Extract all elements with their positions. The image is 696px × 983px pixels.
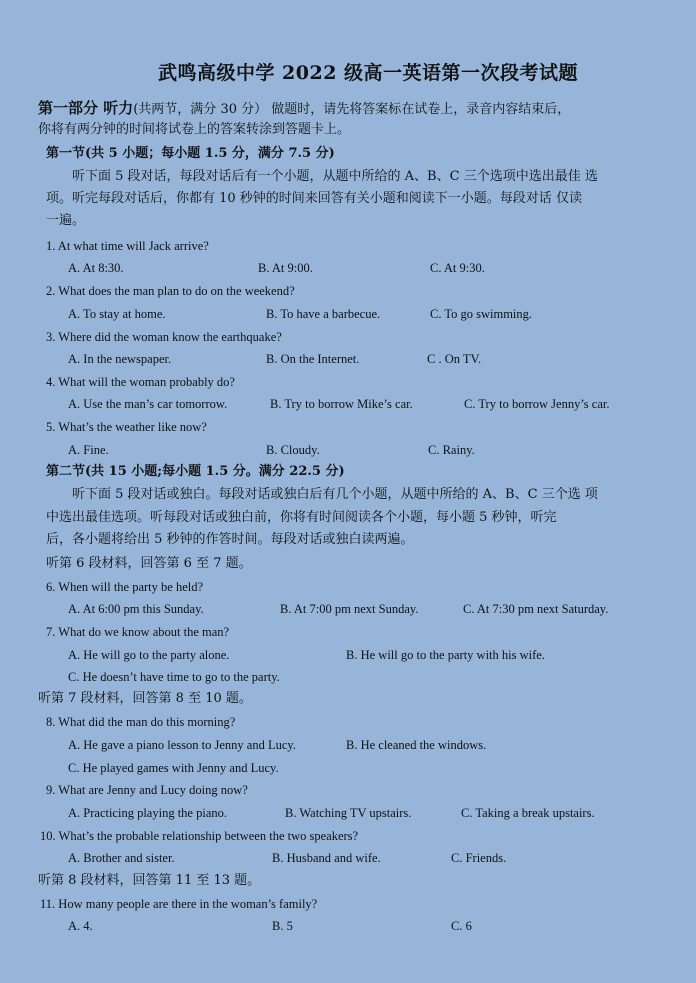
section2-instr3: 后，各小题将给出 5 秒钟的作答时间。每段对话或独白读两遍。 xyxy=(46,532,414,547)
section2-instr2: 中选出最佳选项。听每段对话或独白前，你将有时间阅读各个小题，每小题 5 秒钟，听完 xyxy=(46,510,557,525)
material-7: 听第 7 段材料，回答第 8 至 10 题。 xyxy=(38,691,252,706)
exam-title: 武鸣高级中学 2022 级高一英语第一次段考试题 xyxy=(157,62,579,84)
q4-option-c: C. Try to borrow Jenny’s car. xyxy=(464,397,610,411)
section1-instr2: 项。听完每段对话后，你都有 10 秒钟的时间来回答有关小题和阅读下一小题。每段对话 仅读 xyxy=(46,191,582,206)
q10-option-b: B. Husband and wife. xyxy=(272,851,381,865)
q11-option-c: C. 6 xyxy=(451,919,472,933)
part1-heading: 第一部分 听力 xyxy=(38,99,134,117)
q10-option-a: A. Brother and sister. xyxy=(68,851,175,865)
material-8: 听第 8 段材料，回答第 11 至 13 题。 xyxy=(38,873,261,888)
q5-option-b: B. Cloudy. xyxy=(266,443,320,457)
question-10: 10. What’s the probable relationship between the two speakers? xyxy=(40,829,359,843)
q6-option-b: B. At 7:00 pm next Sunday. xyxy=(280,602,419,616)
q8-option-a: A. He gave a piano lesson to Jenny and Lucy. xyxy=(68,738,296,752)
part1-info2: 你将有两分钟的时间将试卷上的答案转涂到答题卡上。 xyxy=(38,122,351,137)
q9-option-a: A. Practicing playing the piano. xyxy=(68,806,227,820)
q9-option-b: B. Watching TV upstairs. xyxy=(285,806,412,820)
q5-option-a: A. Fine. xyxy=(68,443,109,457)
q1-option-c: C. At 9:30. xyxy=(430,261,485,275)
q11-option-b: B. 5 xyxy=(272,919,293,933)
q7-option-b: B. He will go to the party with his wife. xyxy=(346,648,545,662)
q3-option-a: A. In the newspaper. xyxy=(68,352,172,366)
q6-option-a: A. At 6:00 pm this Sunday. xyxy=(68,602,204,616)
question-5: 5. What’s the weather like now? xyxy=(46,420,207,434)
q11-option-a: A. 4. xyxy=(68,919,93,933)
q1-option-a: A. At 8:30. xyxy=(68,261,124,275)
question-6: 6. When will the party be held? xyxy=(46,580,204,594)
q1-option-b: B. At 9:00. xyxy=(258,261,313,275)
q7-option-a: A. He will go to the party alone. xyxy=(68,648,230,662)
section1-heading: 第一节(共 5 小题；每小题 1.5 分，满分 7.5 分) xyxy=(46,146,335,161)
question-11: 11. How many people are there in the woman’s family? xyxy=(40,897,318,911)
question-3: 3. Where did the woman know the earthquake? xyxy=(46,330,282,344)
q8-option-c: C. He played games with Jenny and Lucy. xyxy=(68,761,279,775)
q9-option-c: C. Taking a break upstairs. xyxy=(461,806,595,820)
q3-option-b: B. On the Internet. xyxy=(266,352,360,366)
question-4: 4. What will the woman probably do? xyxy=(46,375,235,389)
q2-option-b: B. To have a barbecue. xyxy=(266,307,381,321)
q5-option-c: C. Rainy. xyxy=(428,443,475,457)
section1-instr3: 一遍。 xyxy=(46,213,86,228)
q2-option-c: C. To go swimming. xyxy=(430,307,533,321)
section2-instr1: 听下面 5 段对话或独白。每段对话或独白后有几个小题，从题中所给的 A、B、C 三个选 项 xyxy=(72,487,598,502)
q7-option-c: C. He doesn’t have time to go to the party. xyxy=(68,670,280,684)
q4-option-a: A. Use the man’s car tomorrow. xyxy=(68,397,228,411)
q2-option-a: A. To stay at home. xyxy=(68,307,166,321)
part1-header xyxy=(38,99,570,119)
q6-option-c: C. At 7:30 pm next Saturday. xyxy=(463,602,609,616)
question-1: 1. At what time will Jack arrive? xyxy=(46,239,209,253)
section2-heading: 第二节(共 15 小题;每小题 1.5 分。满分 22.5 分) xyxy=(46,464,345,479)
question-2: 2. What does the man plan to do on the weekend? xyxy=(46,284,295,298)
question-9: 9. What are Jenny and Lucy doing now? xyxy=(46,783,248,797)
question-7: 7. What do we know about the man? xyxy=(46,625,230,639)
section1-instr1: 听下面 5 段对话，每段对话后有一个小题，从题中所给的 A、B、C 三个选项中选出最佳 选 xyxy=(72,169,598,184)
part1-info: (共两节，满分 30 分） 做题时，请先将答案标在试卷上，录音内容结束后， xyxy=(133,102,571,117)
q10-option-c: C. Friends. xyxy=(451,851,507,865)
question-8: 8. What did the man do this morning? xyxy=(46,715,236,729)
q4-option-b: B. Try to borrow Mike’s car. xyxy=(270,397,413,411)
q8-option-b: B. He cleaned the windows. xyxy=(346,738,487,752)
material-6: 听第 6 段材料，回答第 6 至 7 题。 xyxy=(46,556,252,571)
q3-option-c: C . On TV. xyxy=(427,352,482,366)
